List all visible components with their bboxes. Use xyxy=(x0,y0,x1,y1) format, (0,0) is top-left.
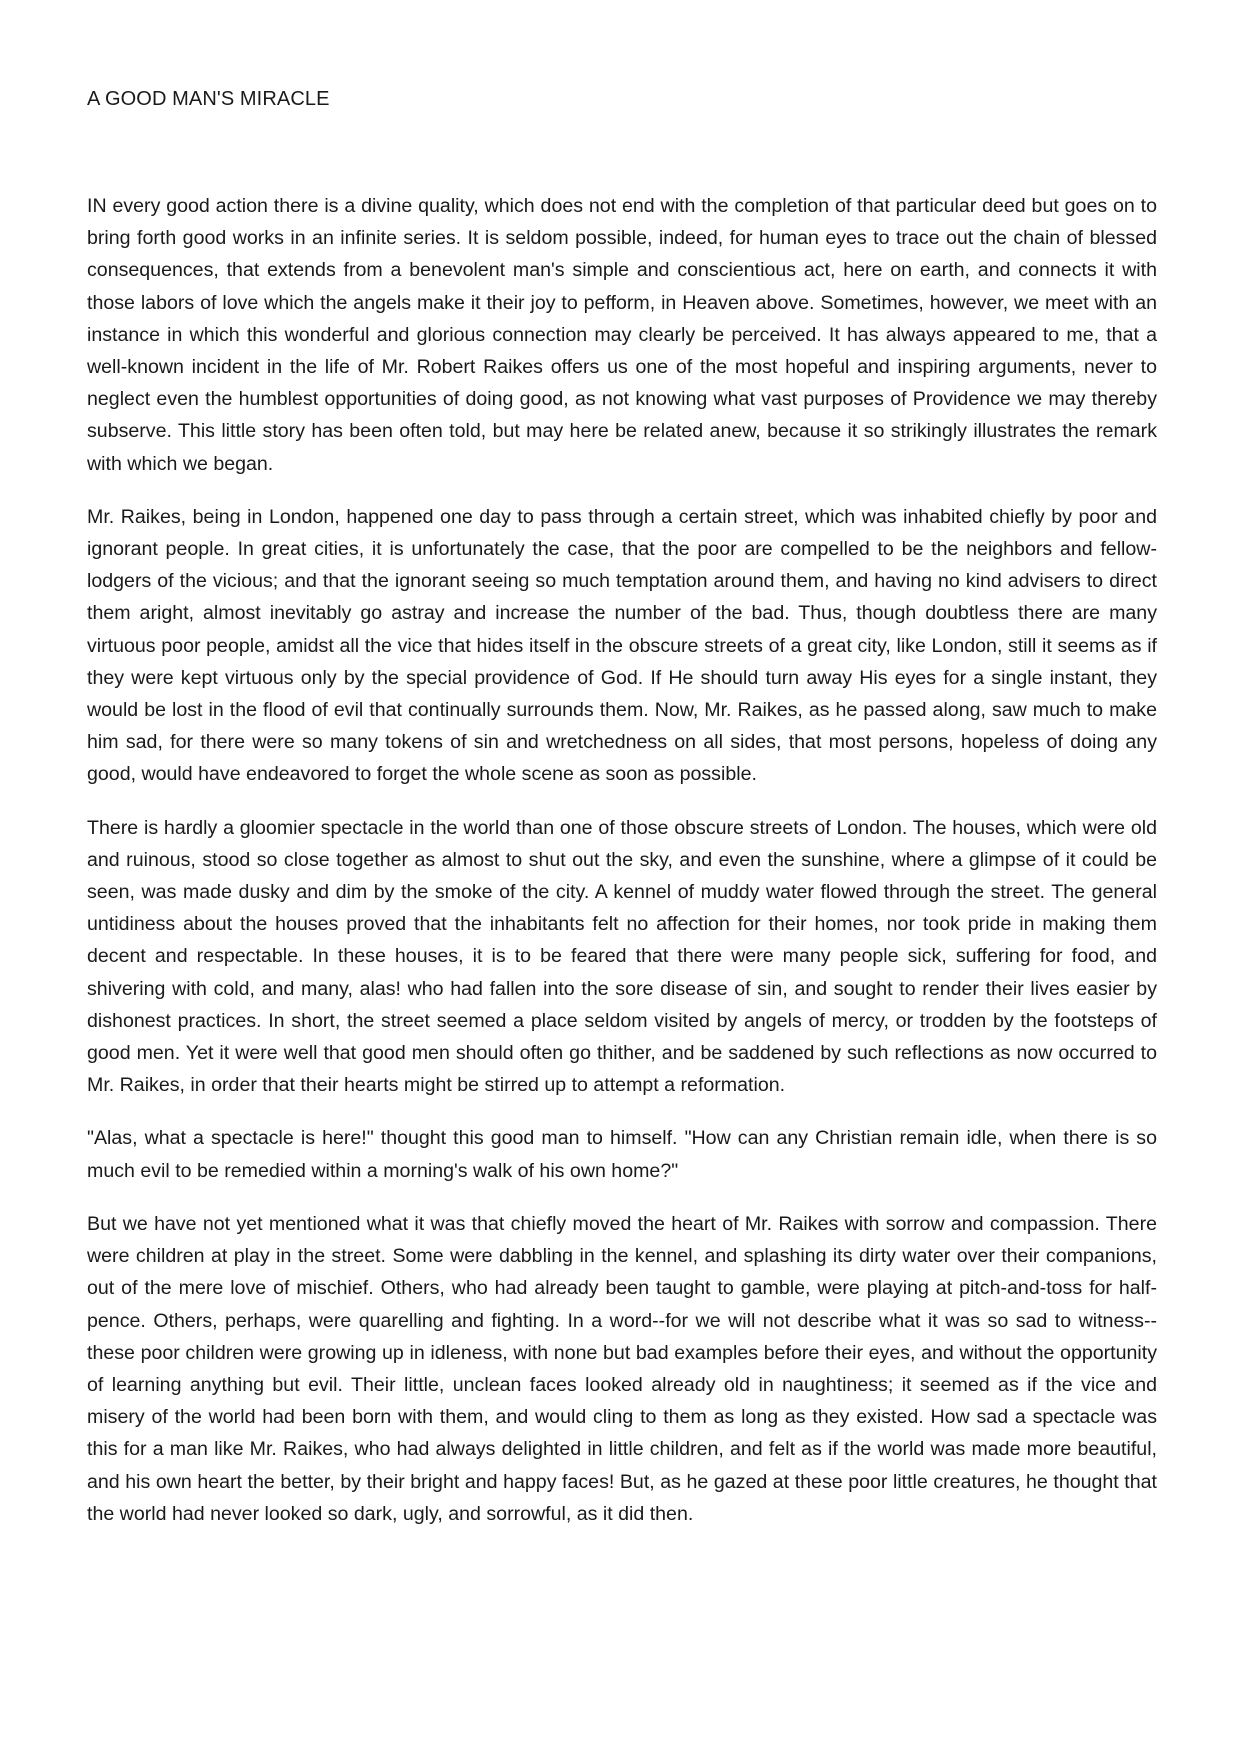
paragraph-2: Mr. Raikes, being in London, happened one day to pass through a certain street, which was inhabited chiefly by poor and ignorant people. In great cities, it is unfortunately the case, that the poor are compelled to be the neighbors and fellow-lodgers of the vicious; and that the ignorant seeing so much temptation around them, and having no kind advisers to direct them aright, almost inevitably go astray and increase the number of the bad. Thus, though doubtless there are many virtuous poor people, amidst all the vice that hides itself in the obscure streets of a great city, like London, still it seems as if they were kept virtuous only by the special providence of God. If He should turn away His eyes for a single instant, they would be lost in the flood of evil that continually surrounds them. Now, Mr. Raikes, as he passed along, saw much to make him sad, for there were so many tokens of sin and wretchedness on all sides, that most persons, hopeless of doing any good, would have endeavored to forget the whole scene as soon as possible. xyxy=(87,505,1157,786)
paragraph-1: IN every good action there is a divine quality, which does not end with the completion of that particular deed but goes on to bring forth good works in an infinite series. It is seldom possible, indeed, for human eyes to trace out the chain of blessed consequences, that extends from a benevolent man's simple and conscientious act, here on earth, and connects it with those labors of love which the angels make it their joy to pefform, in Heaven above. Sometimes, however, we meet with an instance in which this wonderful and glorious connection may clearly be perceived. It has always appeared to me, that a well-known incident in the life of Mr. Robert Raikes offers us one of the most hopeful and inspiring arguments, never to neglect even the humblest opportunities of doing good, as not knowing what vast purposes of Providence we may thereby subserve. This little story has been often told, but may here be related anew, because it so strikingly illustrates the remark with which we began. xyxy=(87,195,1157,475)
document-title: A GOOD MAN'S MIRACLE xyxy=(87,88,330,110)
paragraph-3: There is hardly a gloomier spectacle in the world than one of those obscure streets of London. The houses, which were old and ruinous, stood so close together as almost to shut out the sky, and even the sunshine, where a glimpse of it could be seen, was made dusky and dim by the smoke of the city. A kennel of muddy water flowed through the street. The general untidiness about the houses proved that the inhabitants felt no affection for their homes, nor took pride in making them decent and respectable. In these houses, it is to be feared that there were many people sick, suffering for food, and shivering with cold, and many, alas! who had fallen into the sore disease of sin, and sought to render their lives easier by dishonest practices. In short, the street seemed a place seldom visited by angels of mercy, or trodden by the footsteps of good men. Yet it were well that good men should often go thither, and be saddened by such reflections as now occurred to Mr. Raikes, in order that their hearts might be stirred up to attempt a reformation. xyxy=(87,816,1157,1097)
paragraph-5: But we have not yet mentioned what it was that chiefly moved the heart of Mr. Raikes with sorrow and compassion. There were children at play in the street. Some were dabbling in the kennel, and splashing its dirty water over their companions, out of the mere love of mischief. Others, who had already been taught to gamble, were playing at pitch-and-toss for half-pence. Others, perhaps, were quarelling and fighting. In a word--for we will not describe what it was so sad to witness--these poor children were growing up in idleness, with none but bad examples before their eyes, and without the opportunity of learning anything but evil. Their little, unclean faces looked already old in naughtiness; it seemed as if the vice and misery of the world had been born with them, and would cling to them as long as they existed. How sad a spectacle was this for a man like Mr. Raikes, who had always delighted in little children, and felt as if the world was made more beautiful, and his own heart the better, by their bright and happy faces! But, as he gazed at these poor little creatures, he thought that the world had never looked so dark, ugly, and sorrowful, as it did then. xyxy=(87,1212,1157,1525)
document-body xyxy=(87,190,1157,1551)
paragraph-4: "Alas, what a spectacle is here!" thought this good man to himself. "How can any Christian remain idle, when there is so much evil to be remedied within a morning's walk of his own home?" xyxy=(87,1127,1157,1182)
